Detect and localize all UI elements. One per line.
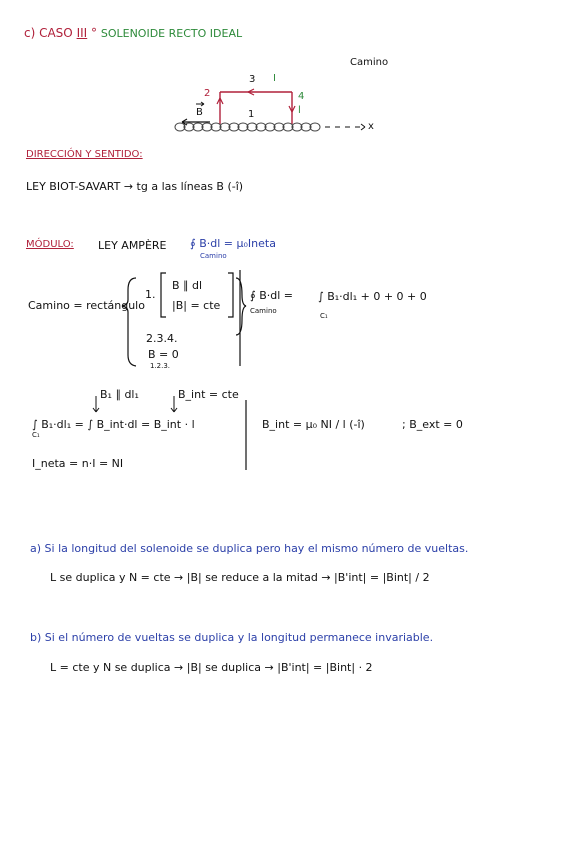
ampere-law: LEY AMPÈRE: [98, 239, 167, 252]
calc-eq-sub: C₁: [32, 431, 40, 439]
rect-rhs2-sub: C₁: [320, 312, 328, 320]
rect-item2a: B = 0: [148, 348, 179, 361]
rect-rhs: ∮ B·dl =: [250, 289, 294, 302]
direction-heading: DIRECCIÓN Y SENTIDO:: [26, 149, 143, 160]
current-label: I: [273, 73, 276, 84]
calc-eq: ∫ B₁·dl₁ = ∫ B_int·dl = B_int · l: [32, 418, 195, 431]
title-sep: °: [91, 26, 98, 40]
path-side-2: 2: [204, 88, 211, 99]
ampere-integral: ∮ B·dl = μ₀Ineta: [190, 237, 276, 250]
path-side-3: 3: [249, 74, 256, 85]
title-prefix: c) CASO: [24, 26, 73, 40]
calc-bext: ; B_ext = 0: [402, 418, 463, 431]
rect-item1: 1.: [145, 288, 156, 301]
calc-note1: B₁ ∥ dl₁: [100, 388, 139, 401]
modulo-heading: MÓDULO:: [26, 239, 74, 250]
question-b: b) Si el número de vueltas se duplica y la longitud permanece invariable.: [30, 631, 434, 644]
calc-note2: B_int = cte: [178, 388, 239, 401]
rect-item2: 2.3.4.: [146, 332, 178, 345]
title-text: SOLENOIDE RECTO IDEAL: [100, 27, 243, 40]
rect-item2b: 1.2.3.: [150, 362, 171, 370]
answer-a: L se duplica y N = cte → |B| se reduce a la mitad → |B'int| = |Bint| / 2: [50, 571, 430, 584]
x-axis-label: x: [368, 121, 374, 132]
rect-rhs-sub: Camino: [250, 307, 277, 315]
diagram-camino-label: Camino: [350, 57, 389, 68]
rect-item1a: B ∥ dl: [172, 279, 203, 292]
path-side-1: 1: [248, 109, 255, 120]
rect-rhs2: ∫ B₁·dl₁ + 0 + 0 + 0: [318, 290, 427, 303]
field-label-b: B: [196, 107, 203, 118]
title-roman: III: [76, 26, 88, 40]
rect-label: Camino = rectángulo: [28, 299, 145, 312]
calc-ineta: I_neta = n·I = NI: [32, 457, 124, 470]
length-label: l: [298, 105, 301, 116]
question-a: a) Si la longitud del solenoide se duplica pero hay el mismo número de vueltas.: [30, 542, 469, 555]
answer-b: L = cte y N se duplica → |B| se duplica → |B'int| = |Bint| · 2: [50, 661, 373, 674]
calc-bint: B_int = μ₀ NI / l (-î): [262, 418, 365, 431]
path-side-4: 4: [298, 91, 305, 102]
direction-text: LEY BIOT-SAVART → tg a las líneas B (-î): [26, 180, 244, 193]
rect-item1b: |B| = cte: [172, 299, 221, 312]
ampere-sub: Camino: [200, 252, 227, 260]
